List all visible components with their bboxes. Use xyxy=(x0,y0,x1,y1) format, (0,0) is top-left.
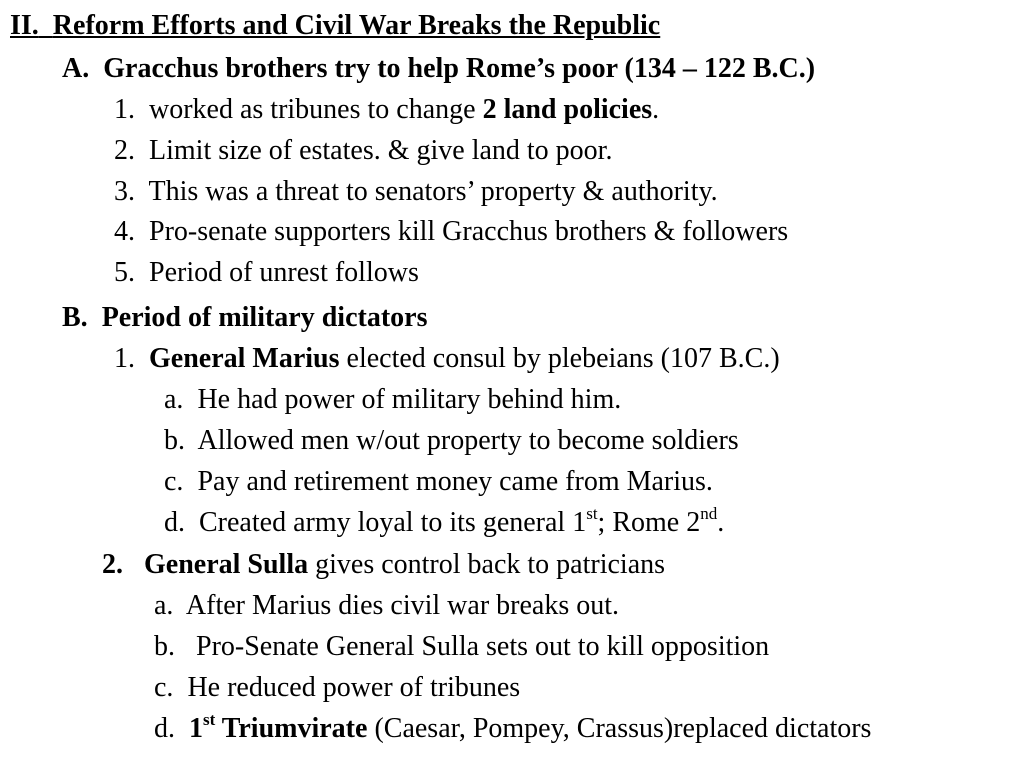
item-bold-text: General Marius xyxy=(149,343,340,374)
heading-number: II. xyxy=(10,10,39,41)
section-b-title xyxy=(62,301,428,335)
item-number: 4. xyxy=(114,216,135,247)
section-a-item-1 xyxy=(114,93,659,127)
item-number: 3. xyxy=(114,176,135,207)
sub-letter: c. xyxy=(154,672,174,703)
section-a-item-2 xyxy=(114,134,612,168)
section-a-title xyxy=(62,52,815,86)
sub-letter: d. xyxy=(154,713,175,744)
item-number: 2. xyxy=(102,549,123,580)
section-b-item-2-sub-c xyxy=(154,671,520,705)
item-text: This was a threat to senators’ property & authority. xyxy=(148,176,718,207)
section-a-item-4 xyxy=(114,215,788,249)
sub-letter: b. xyxy=(164,425,185,456)
section-b-item-2-sub-d xyxy=(154,712,1024,746)
item-number: 2. xyxy=(114,135,135,166)
sub-text: Pro-Senate General Sulla sets out to kill opposition xyxy=(196,631,770,662)
item-text-end: . xyxy=(652,94,660,125)
superscript: nd xyxy=(700,503,718,523)
item-number: 5. xyxy=(114,257,135,288)
sub-letter: a. xyxy=(154,590,174,621)
sub-text-mid: ; Rome 2 xyxy=(597,507,701,538)
section-a-title-text: Gracchus brothers try to help Rome’s poor (134 – 122 B.C.) xyxy=(103,53,816,84)
heading xyxy=(10,9,660,43)
sub-letter: c. xyxy=(164,466,184,497)
superscript: st xyxy=(203,712,216,729)
sub-text: After Marius dies civil war breaks out. xyxy=(185,590,620,621)
sub-letter: d. xyxy=(164,507,185,538)
sub-text: Pay and retirement money came from Marius. xyxy=(197,466,713,497)
section-b-item-1-sub-d xyxy=(164,503,725,540)
sub-text: He had power of military behind him. xyxy=(197,384,622,415)
sub-text: He reduced power of tribunes xyxy=(187,672,521,703)
superscript: st xyxy=(586,503,598,523)
section-b-item-1 xyxy=(114,342,780,376)
sub-bold-number: 1 xyxy=(189,713,203,744)
section-b-item-1-sub-a xyxy=(164,383,621,417)
item-bold-text: General Sulla xyxy=(144,549,309,580)
item-text: Limit size of estates. & give land to poor. xyxy=(149,135,613,166)
item-text: elected consul by plebeians (107 B.C.) xyxy=(339,343,780,374)
item-text: Period of unrest follows xyxy=(149,257,419,288)
section-a-item-3 xyxy=(114,175,718,209)
sub-bold-text: Triumvirate xyxy=(215,713,368,744)
sub-text: Allowed men w/out property to become soldiers xyxy=(197,425,739,456)
section-b-item-2-sub-a xyxy=(154,589,619,623)
sub-text: (Caesar, Pompey, Crassus)replaced dictators xyxy=(367,713,872,744)
section-b-item-1-sub-b xyxy=(164,424,739,458)
sub-letter: b. xyxy=(154,631,175,662)
section-b-item-2-sub-b xyxy=(154,630,769,664)
item-text: worked as tribunes to change xyxy=(149,94,483,125)
sub-text: Created army loyal to its general 1 xyxy=(199,507,587,538)
item-text: gives control back to patricians xyxy=(308,549,666,580)
item-text: Pro-senate supporters kill Gracchus brothers & followers xyxy=(149,216,789,247)
sub-letter: a. xyxy=(164,384,184,415)
section-b-item-1-sub-c xyxy=(164,465,713,499)
heading-text: Reform Efforts and Civil War Breaks the Republic xyxy=(52,10,661,41)
item-bold-text: 2 land policies xyxy=(482,94,653,125)
section-a-item-5 xyxy=(114,256,419,290)
section-b-label: B. xyxy=(62,302,88,333)
item-number: 1. xyxy=(114,94,135,125)
section-b-item-2 xyxy=(102,548,665,582)
sub-text-end: . xyxy=(717,507,725,538)
section-a-label: A. xyxy=(62,53,90,84)
section-b-title-text: Period of military dictators xyxy=(101,302,428,333)
item-number: 1. xyxy=(114,343,135,374)
